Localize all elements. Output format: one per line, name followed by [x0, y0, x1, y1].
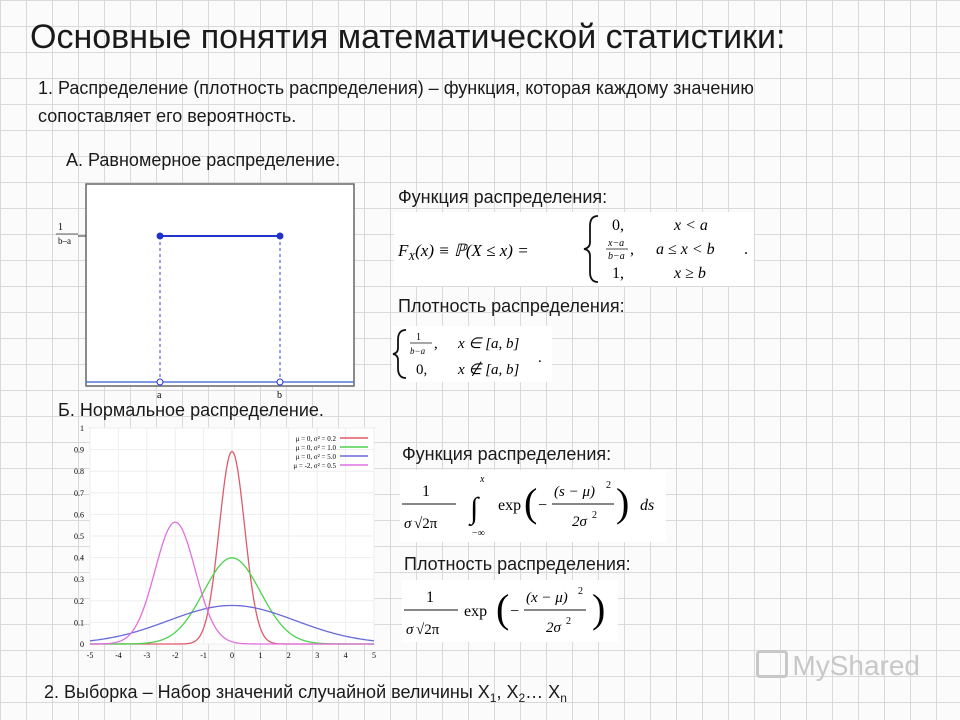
- legend-entry: μ = 0, σ² = 1.0: [295, 444, 336, 452]
- uniform-cdf-label: Функция распределения:: [398, 187, 608, 207]
- y-tick-label: 0.1: [74, 618, 84, 628]
- definition-line-2: сопоставляет его вероятность.: [38, 106, 297, 126]
- uniform-y-label: 1: [58, 222, 63, 233]
- svg-text:): ): [616, 480, 630, 525]
- svg-text:2: 2: [606, 480, 611, 491]
- legend-entry: μ = 0, σ² = 5.0: [295, 453, 336, 461]
- x-tick-label: 5: [372, 651, 376, 660]
- uniform-x-label-a: a: [157, 390, 162, 401]
- uniform-pdf-formula: [392, 326, 552, 382]
- y-tick-label: 0: [80, 640, 84, 649]
- x-tick-label: 4: [343, 651, 348, 660]
- svg-text:0,: 0,: [612, 217, 624, 234]
- uniform-open-b: [277, 379, 283, 385]
- svg-text:∫: ∫: [470, 492, 479, 525]
- y-tick-label: 0.8: [74, 467, 84, 477]
- x-tick-label: -4: [115, 651, 122, 660]
- svg-text:exp: exp: [464, 603, 488, 620]
- svg-text:a ≤ x < b: a ≤ x < b: [656, 241, 715, 258]
- page-title: Основные понятия математической статистики:: [30, 18, 786, 56]
- uniform-x-label-b: b: [277, 390, 282, 401]
- sample-prefix: 2. Выборка – Набор значений случайной величины X: [44, 682, 490, 702]
- svg-text:x ∉ [a, b]: x ∉ [a, b]: [458, 362, 520, 378]
- svg-text:exp: exp: [498, 497, 522, 514]
- svg-text:1: 1: [416, 332, 421, 343]
- svg-text:(: (: [496, 586, 510, 631]
- svg-text:2σ: 2σ: [546, 620, 561, 636]
- x-tick-label: -2: [171, 651, 179, 660]
- legend-entry: μ = -2, σ² = 0.5: [293, 462, 336, 470]
- svg-text:2: 2: [566, 616, 571, 627]
- normal-pdf-label: Плотность распределения:: [404, 554, 631, 574]
- x-tick-label: -3: [143, 651, 151, 660]
- svg-text:.: .: [538, 350, 542, 366]
- svg-text:x < a: x < a: [674, 217, 708, 234]
- svg-text:1: 1: [422, 483, 430, 500]
- normal-pdf-formula: [402, 580, 618, 642]
- svg-text:b−a: b−a: [410, 346, 426, 356]
- uniform-heading: А. Равномерное распределение.: [66, 150, 341, 170]
- uniform-cdf-formula: [394, 212, 754, 286]
- svg-text:(: (: [524, 480, 538, 525]
- uniform-plot-frame: [86, 184, 354, 386]
- svg-text:2: 2: [578, 586, 583, 597]
- x-tick-label: 2: [286, 651, 291, 660]
- svg-text:,: ,: [630, 241, 634, 258]
- x-tick-label: -5: [86, 651, 94, 660]
- uniform-point-b: [277, 233, 284, 240]
- svg-text:1,: 1,: [612, 265, 624, 282]
- svg-text:(s − μ): (s − μ): [554, 484, 595, 500]
- svg-text:.: .: [744, 241, 748, 258]
- svg-text:FX(x) ≡ ℙ(X ≤ x) =: $F_X(x)$ ≡ ℙ(X ≤ x) =: [398, 241, 529, 263]
- legend-entry: μ = 0, σ² = 0.2: [295, 435, 336, 443]
- definition-line-1: 1. Распределение (плотность распределения) – функция, которая каждому значению: [38, 78, 754, 98]
- svg-text:x−a: x−a: [608, 238, 625, 249]
- svg-text:,: ,: [434, 336, 438, 352]
- svg-text:−∞: −∞: [472, 528, 485, 539]
- x-tick-label: 1: [258, 651, 263, 660]
- svg-text:x: x: [480, 474, 485, 485]
- svg-text:x ∈ [a, b]: x ∈ [a, b]: [458, 336, 520, 352]
- svg-text:σ: σ: [406, 622, 414, 638]
- svg-text:−: −: [538, 497, 548, 514]
- x-tick-label: -1: [200, 651, 207, 660]
- svg-text:): ): [592, 586, 606, 631]
- watermark-icon: [756, 650, 788, 678]
- y-tick-label: 0.7: [74, 488, 84, 498]
- svg-text:σ: σ: [404, 516, 412, 532]
- x-tick-label: 3: [315, 651, 320, 660]
- x-tick-label: 0: [230, 651, 234, 660]
- uniform-open-a: [157, 379, 163, 385]
- y-tick-label: 0.6: [74, 510, 84, 520]
- svg-text:√2π: √2π: [414, 516, 438, 532]
- y-tick-label: 0.5: [74, 532, 84, 541]
- svg-text:ds: ds: [640, 497, 655, 514]
- uniform-plot: [56, 182, 360, 404]
- svg-text:√2π: √2π: [416, 622, 440, 638]
- svg-text:b–a: b–a: [58, 236, 71, 246]
- y-tick-label: 0.4: [74, 553, 84, 563]
- y-tick-label: 1: [80, 424, 84, 433]
- y-tick-label: 0.2: [74, 596, 84, 606]
- normal-distribution-chart: [62, 424, 378, 662]
- svg-text:x ≥ b: x ≥ b: [674, 265, 706, 282]
- svg-text:2: 2: [592, 510, 597, 521]
- y-tick-label: 0.9: [74, 445, 84, 455]
- svg-text:(x − μ): (x − μ): [526, 590, 568, 606]
- watermark-logo: MyShared: [756, 650, 920, 682]
- svg-text:−: −: [510, 603, 520, 620]
- svg-text:1: 1: [426, 589, 434, 606]
- uniform-pdf-label: Плотность распределения:: [398, 296, 625, 316]
- svg-text:0,: 0,: [416, 362, 428, 378]
- svg-text:2σ: 2σ: [572, 514, 587, 530]
- uniform-point-a: [157, 233, 164, 240]
- normal-cdf-formula: [400, 470, 666, 542]
- normal-cdf-label: Функция распределения:: [402, 444, 612, 464]
- sample-definition: 2. Выборка – Набор значений случайной величины $X_1$, $X_2\dots$ $X_n$: [44, 682, 567, 705]
- svg-text:b−a: b−a: [608, 251, 625, 262]
- normal-heading: Б. Нормальное распределение.: [58, 400, 324, 420]
- y-tick-label: 0.3: [74, 575, 84, 585]
